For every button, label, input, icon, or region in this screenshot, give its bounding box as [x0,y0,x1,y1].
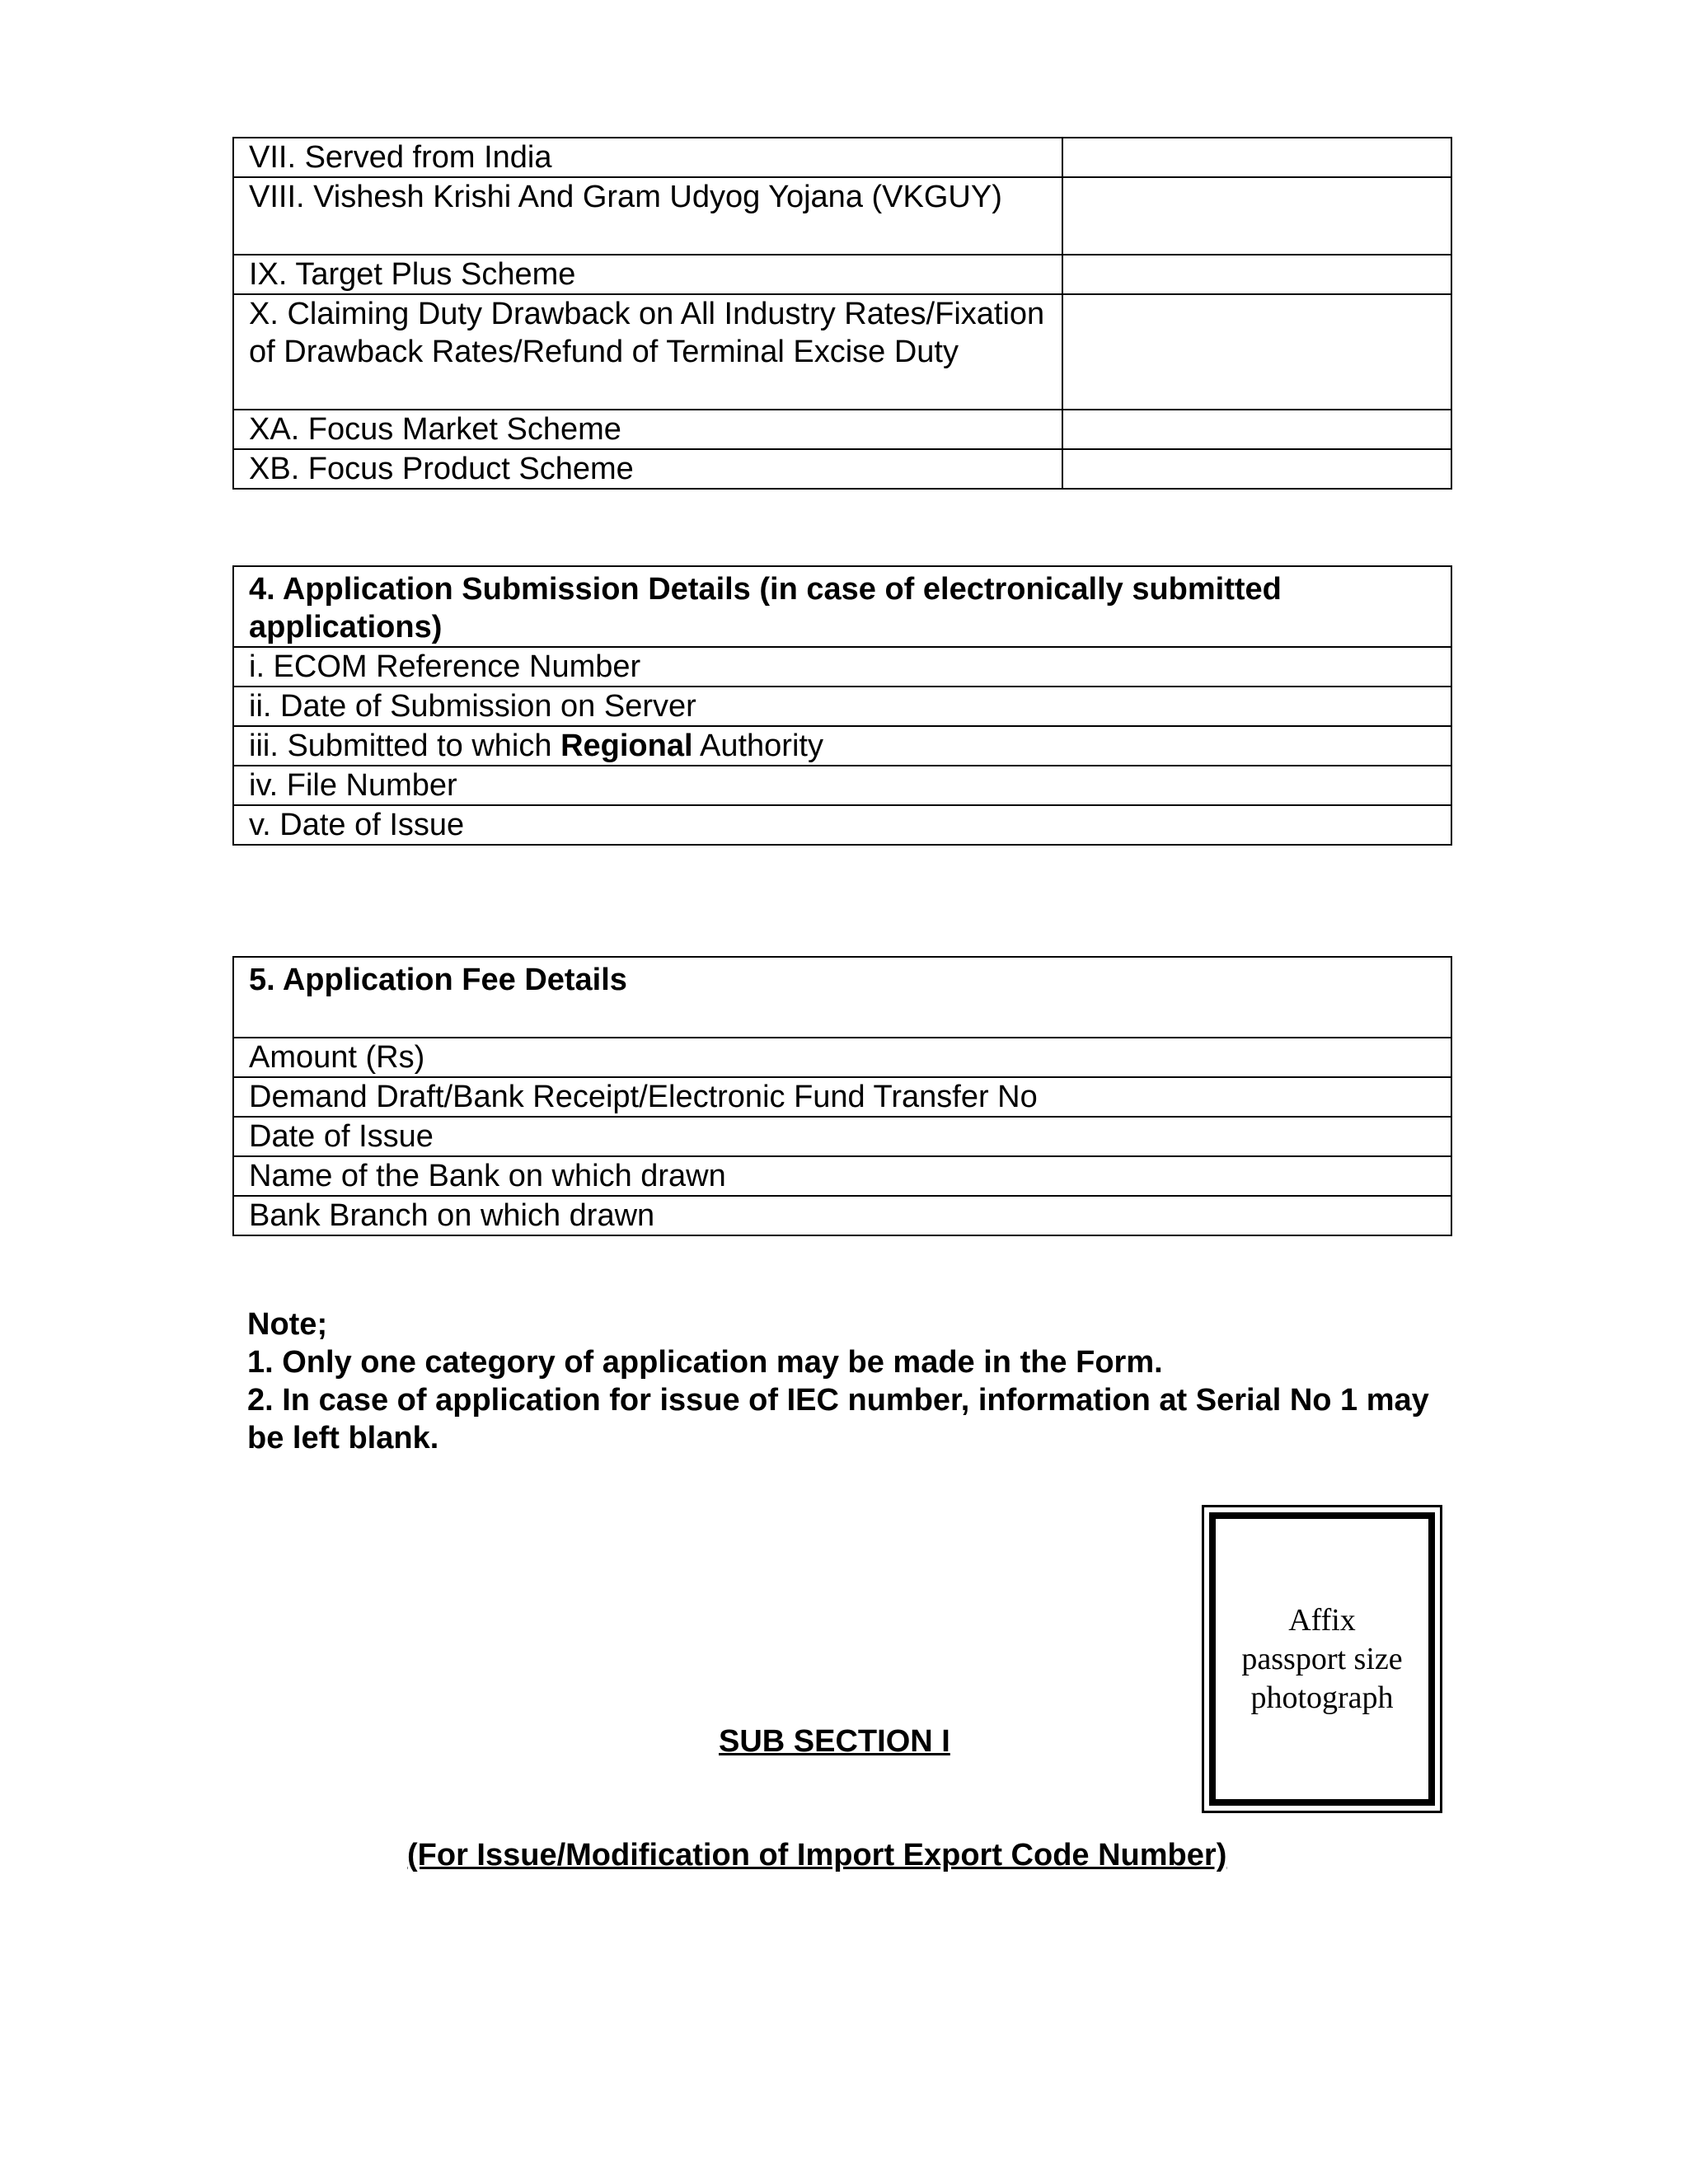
table-row [233,1196,1451,1235]
table-row [233,1117,1451,1156]
sub-section-caption: (For Issue/Modification of Import Export Code Number) [407,1838,1227,1872]
scheme-label: IX. Target Plus Scheme [233,255,1062,294]
fee-row-label[interactable]: Date of Issue [233,1117,1451,1156]
table-row [233,1038,1451,1077]
table-row [233,449,1451,489]
label-text: Authority [692,729,823,763]
fee-row-label[interactable]: Bank Branch on which drawn [233,1196,1451,1235]
table-row [233,255,1451,294]
photo-line: passport size [1241,1641,1403,1676]
photo-box [1202,1505,1442,1813]
fee-row-label[interactable]: Amount (Rs) [233,1038,1451,1077]
photo-instruction [1227,1601,1417,1718]
table-header-row [233,957,1451,1038]
notes-section [247,1305,1451,1457]
submission-row-label[interactable]: v. Date of Issue [233,805,1451,845]
table-row [233,410,1451,449]
sub-section-title: SUB SECTION I [719,1724,950,1759]
table-row [233,647,1451,687]
label-text: iii. Submitted to which [249,729,561,763]
scheme-value-field[interactable] [1062,410,1451,449]
submission-details-table [232,565,1452,846]
table-row [233,726,1451,766]
fee-details-table [232,956,1452,1236]
fee-heading: 5. Application Fee Details [233,957,1451,1038]
scheme-value-field[interactable] [1062,255,1451,294]
fee-row-label[interactable]: Demand Draft/Bank Receipt/Electronic Fund Transfer No [233,1077,1451,1117]
fee-row-label[interactable]: Name of the Bank on which drawn [233,1156,1451,1196]
table-row [233,1077,1451,1117]
table-header-row [233,566,1451,647]
notes-title: Note; [247,1307,328,1342]
scheme-label: XA. Focus Market Scheme [233,410,1062,449]
scheme-label: XB. Focus Product Scheme [233,449,1062,489]
scheme-value-field[interactable] [1062,138,1451,177]
photo-box-inner [1209,1512,1435,1806]
scheme-label: VII. Served from India [233,138,1062,177]
submission-row-label[interactable] [233,726,1451,766]
table-row [233,294,1451,410]
scheme-value-field[interactable] [1062,294,1451,410]
submission-row-label[interactable]: iv. File Number [233,766,1451,805]
table-row [233,138,1451,177]
submission-row-label[interactable]: ii. Date of Submission on Server [233,687,1451,726]
schemes-table [232,137,1452,490]
table-row [233,687,1451,726]
scheme-label: X. Claiming Duty Drawback on All Industry Rates/Fixation of Drawback Rates/Refund of Terminal Excise Duty [233,294,1062,410]
note-item: 1. Only one category of application may be made in the Form. [247,1345,1163,1380]
table-row [233,1156,1451,1196]
photo-line: photograph [1250,1680,1394,1715]
scheme-value-field[interactable] [1062,449,1451,489]
photo-line: Affix [1288,1602,1356,1638]
table-row [233,805,1451,845]
submission-heading: 4. Application Submission Details (in case of electronically submitted applications) [233,566,1451,647]
table-row [233,177,1451,255]
table-row [233,766,1451,805]
note-item: 2. In case of application for issue of IEC number, information at Serial No 1 may be left blank. [247,1383,1429,1455]
submission-row-label[interactable]: i. ECOM Reference Number [233,647,1451,687]
scheme-value-field[interactable] [1062,177,1451,255]
label-bold-text: Regional [560,729,693,763]
scheme-label: VIII. Vishesh Krishi And Gram Udyog Yojana (VKGUY) [233,177,1062,255]
